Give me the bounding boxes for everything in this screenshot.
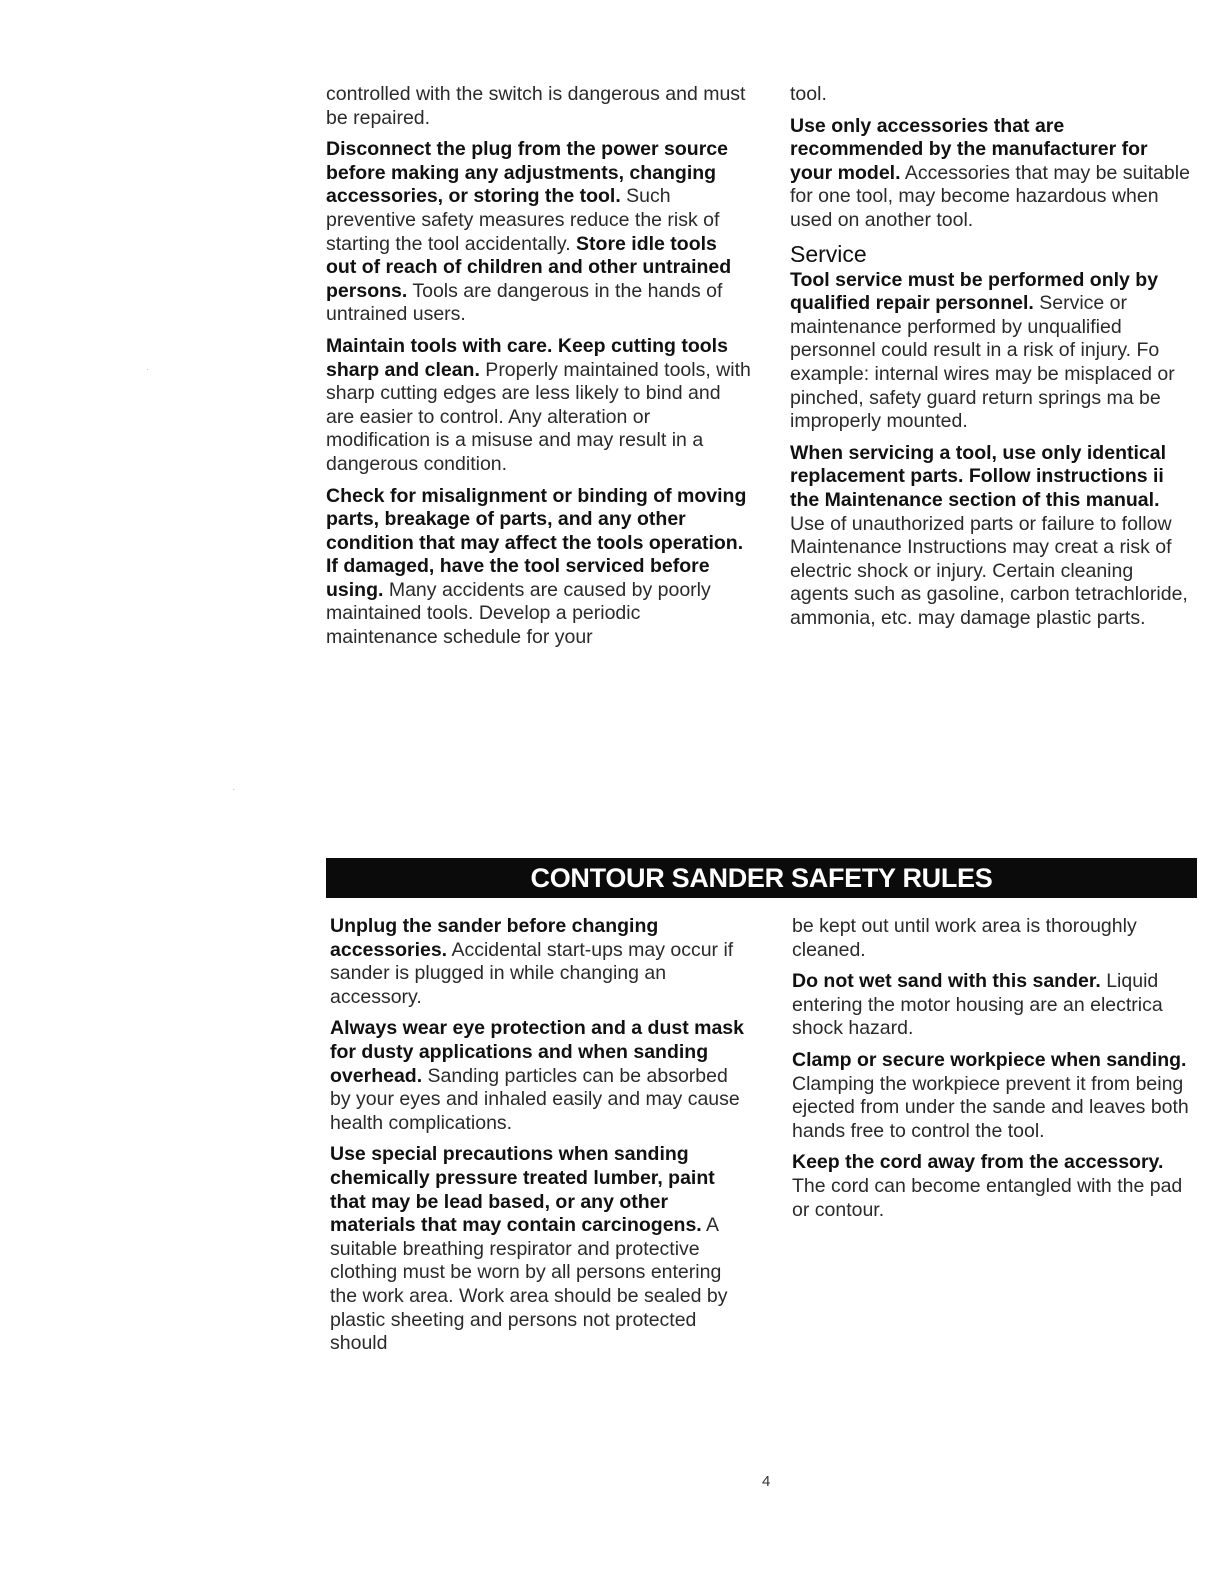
paragraph-kept-out: be kept out until work area is thoroughly cleaned. — [792, 915, 1137, 961]
top-left-column — [326, 83, 751, 658]
section-banner: CONTOUR SANDER SAFETY RULES — [326, 858, 1197, 898]
paragraph-eye-protection: Always wear eye protection and a dust mask for dusty applications and when sanding overhead. Sanding particles can be absorbed by your eyes and inhaled easily and may cause health complications. — [330, 1017, 744, 1134]
paragraph-service-personnel: Tool service must be performed only by qualified repair personnel. Service or maintenance performed by unqualified personnel could result in a risk of injury. Fo example: internal wires may be misplaced or pinched, safety guard return springs ma be improperly mounted. — [790, 268, 1175, 433]
service-heading: Service — [790, 240, 867, 267]
paragraph-clamp-workpiece: Clamp or secure workpiece when sanding. Clamping the workpiece prevent it from being ejected from under the sande and leaves both hands free to control the tool. — [792, 1048, 1189, 1142]
paragraph-identical-parts: When servicing a tool, use only identical replacement parts. Follow instructions ii the Maintenance section of this manual. Use of unauthorized parts or failure to follow Maintenance Instructions may creat a risk of electric shock or injury. Certain cleaning agents such as gasoline, carbon tetrachloride, ammonia, etc. may damage plastic parts. — [790, 441, 1188, 629]
paragraph-unplug-sander: Unplug the sander before changing accessories. Accidental start-ups may occur if sander is plugged in while changing an accessory. — [330, 915, 734, 1008]
paragraph-accessories: Use only accessories that are recommended by the manufacturer for your model. Accessories that may be suitable for one tool, may become hazardous when used on another tool. — [790, 114, 1190, 231]
paragraph-check-misalignment: Check for misalignment or binding of moving parts, breakage of parts, and any other condition that may affect the tools operation. If damaged, have the tool serviced before using. Many accidents are caused by poorly maintained tools. Develop a periodic maintenance schedule for your — [326, 484, 747, 649]
paragraph-tool-continuation: tool. — [790, 83, 827, 105]
top-right-column — [790, 83, 1190, 638]
scan-speck-icon: · — [232, 784, 236, 795]
paragraph-special-precautions: Use special precautions when sanding chemically pressure treated lumber, paint that may be lead based, or any other materials that may contain carcinogens. A suitable breathing respirator and protective clothing must be worn by all persons entering the work area. Work area should be sealed by plastic sheeting and persons not protected should — [330, 1143, 728, 1355]
page-number: 4 — [762, 1473, 771, 1490]
paragraph-disconnect-plug: Disconnect the plug from the power source before making any adjustments, changing accessories, or storing the tool. Such preventive safety measures reduce the risk of starting the tool accidentally. Store idle tools out of reach of children and other untrained persons. Tools are dangerous in the hands of untrained users. — [326, 138, 732, 326]
paragraph-maintain-tools: Maintain tools with care. Keep cutting tools sharp and clean. Properly maintained tools, with sharp cutting edges are less likely to bind and are easier to control. Any alteration or modification is a misuse and may result in a dangerous condition. — [326, 334, 751, 475]
bottom-left-column — [330, 915, 752, 1364]
paragraph-continuation: controlled with the switch is dangerous and must be repaired. — [326, 83, 746, 129]
scan-speck-icon: · — [146, 364, 150, 375]
paragraph-cord-away: Keep the cord away from the accessory. The cord can become entangled with the pad or contour. — [792, 1151, 1183, 1221]
paragraph-wet-sand: Do not wet sand with this sander. Liquid entering the motor housing are an electrica shock hazard. — [792, 970, 1163, 1040]
bottom-right-column — [792, 915, 1192, 1230]
